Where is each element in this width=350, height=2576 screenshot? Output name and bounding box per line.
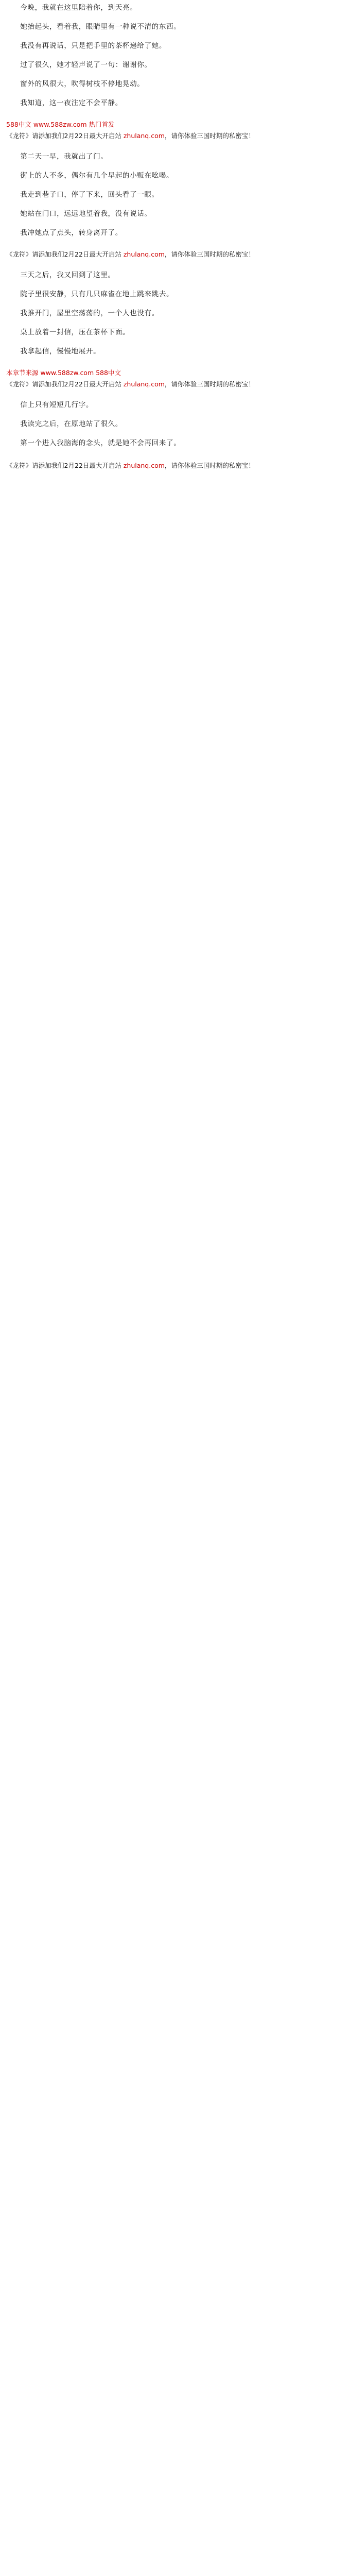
app-notice: 《龙符》请添加我们2月22日最大开启站 zhulanq.com，请你体验三国时期的私密宝！ bbox=[6, 250, 255, 258]
paragraph: 桌上放着一封信，压在茶杯下面。 bbox=[20, 328, 130, 336]
app-notice: 《龙符》请添加我们2月22日最大开启站 zhulanq.com，请你体验三国时期的私密宝！ bbox=[6, 380, 255, 388]
paragraph: 我拿起信，慢慢地展开。 bbox=[20, 347, 101, 355]
site-banner-2 bbox=[6, 249, 344, 260]
paragraph: 我推开门，屋里空荡荡的，一个人也没有。 bbox=[20, 309, 159, 317]
chapter-text-part-3 bbox=[6, 267, 344, 359]
paragraph: 我走到巷子口，停了下来，回头看了一眼。 bbox=[20, 191, 159, 199]
paragraph: 街上的人不多，偶尔有几个早起的小贩在吆喝。 bbox=[20, 172, 174, 180]
paragraph: 她站在门口，远远地望着我，没有说话。 bbox=[20, 210, 152, 218]
paragraph: 我知道，这一夜注定不会平静。 bbox=[20, 99, 122, 107]
paragraph: 第二天一早，我就出了门。 bbox=[20, 152, 108, 161]
notice-link[interactable]: zhulanq.com bbox=[123, 462, 165, 469]
notice-link[interactable]: zhulanq.com bbox=[123, 132, 165, 140]
paragraph: 今晚，我就在这里陪着你，到天亮。 bbox=[20, 4, 137, 12]
site-banner-3 bbox=[6, 367, 344, 390]
paragraph: 窗外的风很大，吹得树枝不停地晃动。 bbox=[20, 80, 145, 88]
app-notice: 《龙符》请添加我们2月22日最大开启站 zhulanq.com，请你体验三国时期的私密宝！ bbox=[6, 132, 255, 140]
paragraph: 信上只有短短几行字。 bbox=[20, 401, 94, 409]
paragraph: 过了很久，她才轻声说了一句：谢谢你。 bbox=[20, 61, 152, 69]
site-banner-1 bbox=[6, 119, 344, 142]
chapter-text-part-4 bbox=[6, 397, 344, 451]
paragraph: 她抬起头，看着我，眼睛里有一种说不清的东西。 bbox=[20, 23, 181, 31]
notice-link[interactable]: zhulanq.com bbox=[123, 380, 165, 388]
chapter-text-part-1 bbox=[6, 0, 344, 111]
paragraph: 我没有再说话，只是把手里的茶杯递给了她。 bbox=[20, 42, 167, 50]
notice-link[interactable]: zhulanq.com bbox=[123, 250, 165, 258]
chapter-text-part-2 bbox=[6, 149, 344, 241]
site-line[interactable]: 本章节来源 www.588zw.com 588中文 bbox=[6, 369, 121, 377]
paragraph: 三天之后，我又回到了这里。 bbox=[20, 271, 115, 279]
paragraph: 我读完之后，在原地站了很久。 bbox=[20, 420, 122, 428]
paragraph: 第一个进入我脑海的念头，就是她不会再回来了。 bbox=[20, 439, 181, 447]
paragraph: 院子里很安静，只有几只麻雀在地上跳来跳去。 bbox=[20, 290, 174, 298]
footer-notice: 《龙符》请添加我们2月22日最大开启站 zhulanq.com，请你体验三国时期的私密宝！ bbox=[6, 462, 255, 469]
paragraph: 我冲她点了点头，转身离开了。 bbox=[20, 229, 122, 237]
site-line[interactable]: 588中文 www.588zw.com 热门首发 bbox=[6, 121, 115, 128]
